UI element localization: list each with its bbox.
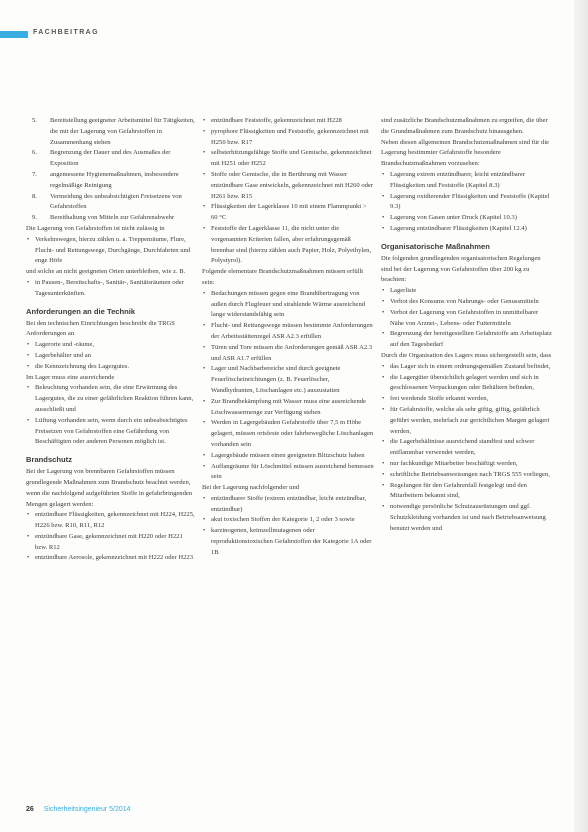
list-item: • Werden in Lagergebäuden Gefahrstoffe über 7,5 m Höhe gelagert, müssen ortsfeste oder fahrbewegliche Löschanlagen vorhanden sein [202, 418, 374, 450]
item-number: 5. [32, 117, 37, 124]
paragraph: Bei den technischen Einrichtungen beschreibt die TRGS Anforderungen an [26, 319, 175, 338]
bullet-list [381, 170, 553, 235]
item-text: Vermeidung des unbeabsichtigten Freisetzens von Gefahrstoffen [50, 192, 182, 211]
list-item: • frei werdende Stoffe erkannt werden, [381, 394, 553, 405]
heading-brandschutz: Brandschutz [26, 455, 72, 465]
paragraph: und solche an nicht geeigneten Orten unterbleiben, wie z. B. [26, 268, 186, 276]
list-item: • entzündbare Aerosole, gekennzeichnet mit H222 oder H223 [26, 553, 196, 564]
item-text: Bereitstellung geeigneter Arbeitsmittel für Tätigkeiten, die mit der Lagerung von Gefahrstoffen in Zusammenhang stehen [50, 117, 195, 146]
list-item [26, 148, 196, 170]
bullet-list [381, 362, 553, 535]
list-item: • Lagerung extrem entzündbarer, leicht entzündbarer Flüssigkeiten und Feststoffe (Kapitel 8.3) [381, 170, 553, 192]
item-text: Bereithaltung von Mitteln zur Gefahrenabwehr [50, 214, 175, 222]
list-item: • Lager und Nachbarbereiche sind durch geeignete Feuerlöscheinrichtungen (z. B. Feuerlöscher, Wandhydranten, Löschanlagen etc.) auszustatten [202, 364, 374, 396]
list-item: • die Lagerbehältnisse ausreichend standfest und schwer entflammbar verwendet werden, [381, 437, 553, 459]
bullet-list [202, 494, 374, 559]
list-item: • notwendige persönliche Schutzausrüstungen und ggf. Schutzkleidung vorhanden ist und nach Betriebsanweisung benutzt werden und [381, 502, 553, 534]
heading-organisatorisch: Organisatorische Maßnahmen [381, 241, 490, 251]
list-item: • in Pausen-, Bereitschafts-, Sanitär-, Sanitätsräumen oder Tagesunterkünften. [26, 278, 196, 300]
list-item: • Lüftung vorhanden sein, wenn durch ein unbeabsichtigtes Freisetzen von Gefahrstoffen eine Gefährdung von Beschäftigten oder anderen Personen möglich ist. [26, 416, 196, 448]
page-top [0, 0, 588, 16]
paragraph: Bei der Lagerung nachfolgender und [202, 484, 300, 492]
list-item: • akut toxischen Stoffen der Kategorie 1, 2 oder 3 sowie [202, 515, 374, 526]
paragraph: Die folgenden grundlegenden organisatorischen Regelungen sind bei der Lagerung von Gefahrstoffen über 200 kg zu beachten: [381, 254, 541, 284]
list-item [26, 192, 196, 214]
list-item: • entzündbarer Stoffe (extrem entzündbar, leicht entzündbar, entzündbar) [202, 494, 374, 516]
list-item: • nur fachkundige Mitarbeiter beschäftigt werden, [381, 459, 553, 470]
list-item [26, 213, 196, 224]
list-item: • Begrenzung der bereitgestellten Gefahrstoffe am Arbeitsplatz auf den Tagesbedarf [381, 329, 553, 351]
list-item: • Bedachungen müssen gegen eine Brandübertragung von außen durch Flugfeuer und strahlende Wärme ausreichend lange widerstandsfähig sein [202, 289, 374, 321]
list-item: • Verbot der Lagerung von Gefahrstoffen in unmittelbarer Nähe von Arznei-, Lebens- oder Futtermitteln [381, 308, 553, 330]
item-number: 6. [32, 149, 37, 157]
bullet-list [26, 340, 196, 372]
list-item: • entzündbare Flüssigkeiten, gekennzeichnet mit H224, H225, H226 bzw. R10, R11, R12 [26, 510, 196, 532]
paragraph: sind zusätzliche Brandschutzmaßnahmen zu ergreifen, die über die Grundmaßnahmen zum Brandschutz hinausgehen. [381, 117, 548, 135]
list-item: • die Lagergüter übersichtlich gelagert werden und sich in geschlossenen Verpackungen oder Behältern befinden, [381, 373, 553, 395]
column-3 [381, 116, 553, 534]
list-item [26, 170, 196, 192]
bullet-list [26, 278, 196, 300]
list-item: • für Gefahrstoffe, welche als sehr giftig, giftig, gefährlich geführt werden, mehrfach zur gerichtlichen Margen gelagert werden, [381, 405, 553, 437]
bullet-list [26, 235, 196, 267]
bullet-list [202, 289, 374, 483]
page-number: 26 [26, 806, 34, 813]
item-text: angemessene Hygienemaßnahmen, insbesondere regelmäßige Reinigung [50, 170, 179, 189]
list-item: • entzündbare Feststoffe, gekennzeichnet mit H228 [202, 116, 374, 127]
section-color-bar [0, 31, 28, 38]
list-item: • Beleuchtung vorhanden sein, die eine Erwärmung des Lagergutes, die zu einer gefährlichen Reaktion führen kann, ausschließt und [26, 383, 196, 415]
item-number: 7. [32, 170, 37, 178]
bullet-list [202, 116, 374, 267]
list-item: • selbsterhitzungsfähige Stoffe und Gemische, gekennzeichnet mit H251 oder H252 [202, 148, 374, 170]
bullet-list [381, 286, 553, 351]
paragraph: Neben diesen allgemeinen Brandschutzmaßnahmen sind für die Lagerung bestimmter Gefahrstoffe besondere Brandschutzmaßnahmen vorzusehen: [381, 138, 550, 168]
list-item: • Verbot des Konsums von Nahrungs- oder Genussmitteln [381, 297, 553, 308]
page-edge-shadow [574, 0, 588, 832]
list-item: • entzündbare Gase, gekennzeichnet mit H220 oder H221 bzw. R12 [26, 532, 196, 554]
heading-technik: Anforderungen an die Technik [26, 306, 136, 316]
paragraph: Durch die Organisation des Lagers muss sichergestellt sein, dass [381, 351, 552, 359]
section-label: FACHBEITRAG [33, 29, 99, 36]
paragraph: Im Lager muss eine ausreichende [26, 373, 115, 381]
bullet-list [26, 383, 196, 448]
list-item: • Flüssigkeiten der Lagerklasse 10 mit einem Flammpunkt > 60 °C [202, 202, 374, 224]
list-item: • Stoffe oder Gemische, die in Berührung mit Wasser entzündbare Gase entwickeln, gekennzeichnet mit H260 oder H261 bzw. R15 [202, 170, 374, 202]
item-text: Begrenzung der Dauer und des Ausmaßes der Exposition [50, 149, 171, 168]
item-number: 8. [32, 192, 37, 200]
list-item: • Lagerung oxidierender Flüssigkeiten und Feststoffe (Kapitel 9.3) [381, 192, 553, 214]
list-item [26, 116, 196, 148]
list-item: • die Kennzeichnung des Lagergutes. [26, 362, 196, 373]
list-item: • Lagerung von Gasen unter Druck (Kapitel 10.3) [381, 213, 553, 224]
list-item: • Lagerliste [381, 286, 553, 297]
paragraph: Bei der Lagerung von brennbaren Gefahrstoffen müssen grundlegende Maßnahmen zum Brandschutz beachtet werden, wenn die nachfolgend aufgeführten Stoffe in gefahrbringenden Mengen gelagert werden: [26, 468, 193, 508]
list-item: • Zur Brandbekämpfung mit Wasser muss eine ausreichende Löschwassermenge zur Verfügung stehen [202, 397, 374, 419]
numbered-list [26, 116, 196, 224]
list-item: • Lagerung entzündbarer Flüssigkeiten (Kapitel 12.4) [381, 224, 553, 235]
list-item: • Regelungen für den Gefahrenfall festgelegt und den Mitarbeitern bekannt sind, [381, 481, 553, 503]
list-item: • Lagerbehälter und an [26, 351, 196, 362]
publication-name: Sicherheitsingenieur 5/2014 [43, 806, 131, 813]
list-item: • Türen und Tore müssen die Anforderungen gemäß ASR A2.3 und ASR A1.7 erfüllen [202, 343, 374, 365]
column-2 [202, 116, 374, 559]
list-item: • Verkehrswegen, hierzu zählen u. a. Treppenräume, Flure, Flucht- und Rettungswege, Durchgänge, Durchfahrten und enge Höfe [26, 235, 196, 267]
list-item: • karzinogenen, keimzellmutagenen oder reproduktionstoxischen Gefahrstoffen der Kategorie 1A oder 1B [202, 526, 374, 558]
paragraph: Folgende elementare Brandschutzmaßnahmen müssen erfüllt sein: [202, 268, 364, 286]
list-item: • schriftliche Betriebsanweisungen nach TRGS 555 vorliegen, [381, 470, 553, 481]
column-1 [26, 116, 196, 564]
page-footer [26, 806, 131, 813]
bullet-list [26, 510, 196, 564]
item-number: 9. [32, 214, 37, 222]
paragraph: Die Lagerung von Gefahrstoffen ist nicht zulässig in [26, 224, 165, 232]
list-item: • Feststoffe der Lagerklasse 11, die nicht unter die vorgenannten Kriterien fallen, aber erfahrungsgemäß brennbar sind (hierzu zählen auch Papier, Holz, Polyethylen, Polystyrol). [202, 224, 374, 267]
list-item: • Flucht- und Rettungswege müssen bestimmte Anforderungen der Arbeitsstättenregel ASR A2.3 erfüllen [202, 321, 374, 343]
list-item: • Lagerorte und -räume, [26, 340, 196, 351]
list-item: • Auffangräume für Löschmittel müssen ausreichend bemessen sein [202, 462, 374, 484]
list-item: • Lagergebäude müssen einen geeigneten Blitzschutz haben [202, 451, 374, 462]
list-item: • pyrophore Flüssigkeiten und Feststoffe, gekennzeichnet mit H250 bzw. R17 [202, 127, 374, 149]
list-item: • das Lager sich in einem ordnungsgemäßen Zustand befindet, [381, 362, 553, 373]
